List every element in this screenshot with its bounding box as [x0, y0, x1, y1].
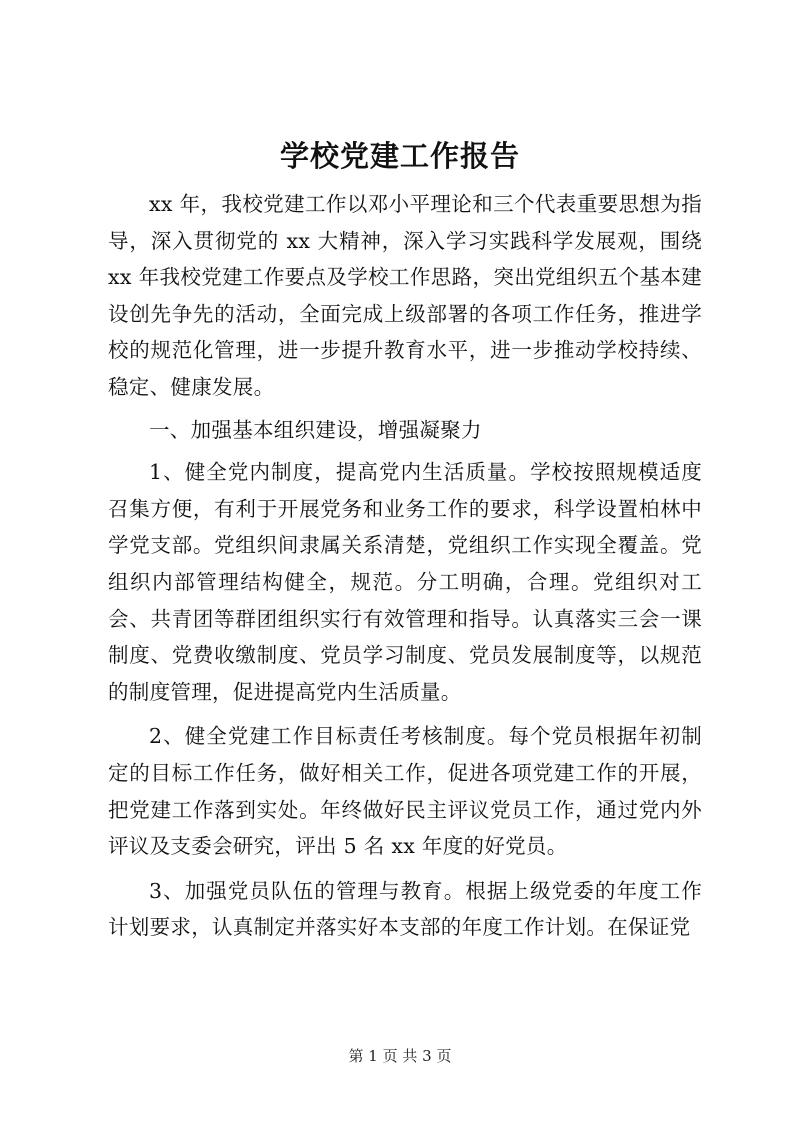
document-body [108, 186, 702, 946]
section-heading-1: 一、加强基本组织建设，增强凝聚力 [149, 417, 482, 442]
page-number-footer: 第 1 页 共 3 页 [348, 1047, 452, 1065]
document-title: 学校党建工作报告 [279, 139, 520, 173]
paragraph-item-1: 1、健全党内制度，提高党内生活质量。学校按照规模适度召集方便，有利于开展党务和业务工作的要求，科学设置柏林中学党支部。党组织间隶属关系清楚，党组织工作实现全覆盖。党组织内部管理结构健全，规范。分工明确，合理。党组织对工会、共青团等群团组织实行有效管理和指导。认真落实三会一课制度、党费收缴制度、党员学习制度、党员发展制度等，以规范的制度管理，促进提高党内生活质量。 [108, 460, 702, 704]
paragraph-intro: xx 年，我校党建工作以邓小平理论和三个代表重要思想为指导，深入贯彻党的 xx 大精神，深入学习实践科学发展观，围绕 xx 年我校党建工作要点及学校工作思路，突出党组织五个基本建设创先争先的活动，全面完成上级部署的各项工作任务，推进学校的规范化管理，进一步提升教育水平，进一步推动学校持续、稳定、健康发展。 [108, 192, 702, 399]
paragraph-item-3: 3、加强党员队伍的管理与教育。根据上级党委的年度工作计划要求，认真制定并落实好本支部的年度工作计划。在保证党 [108, 878, 702, 940]
paragraph-item-2: 2、健全党建工作目标责任考核制度。每个党员根据年初制定的目标工作任务，做好相关工作，促进各项党建工作的开展，把党建工作落到实处。年终做好民主评议党员工作，通过党内外评议及支委会研究，评出 5 名 xx 年度的好党员。 [108, 724, 702, 859]
